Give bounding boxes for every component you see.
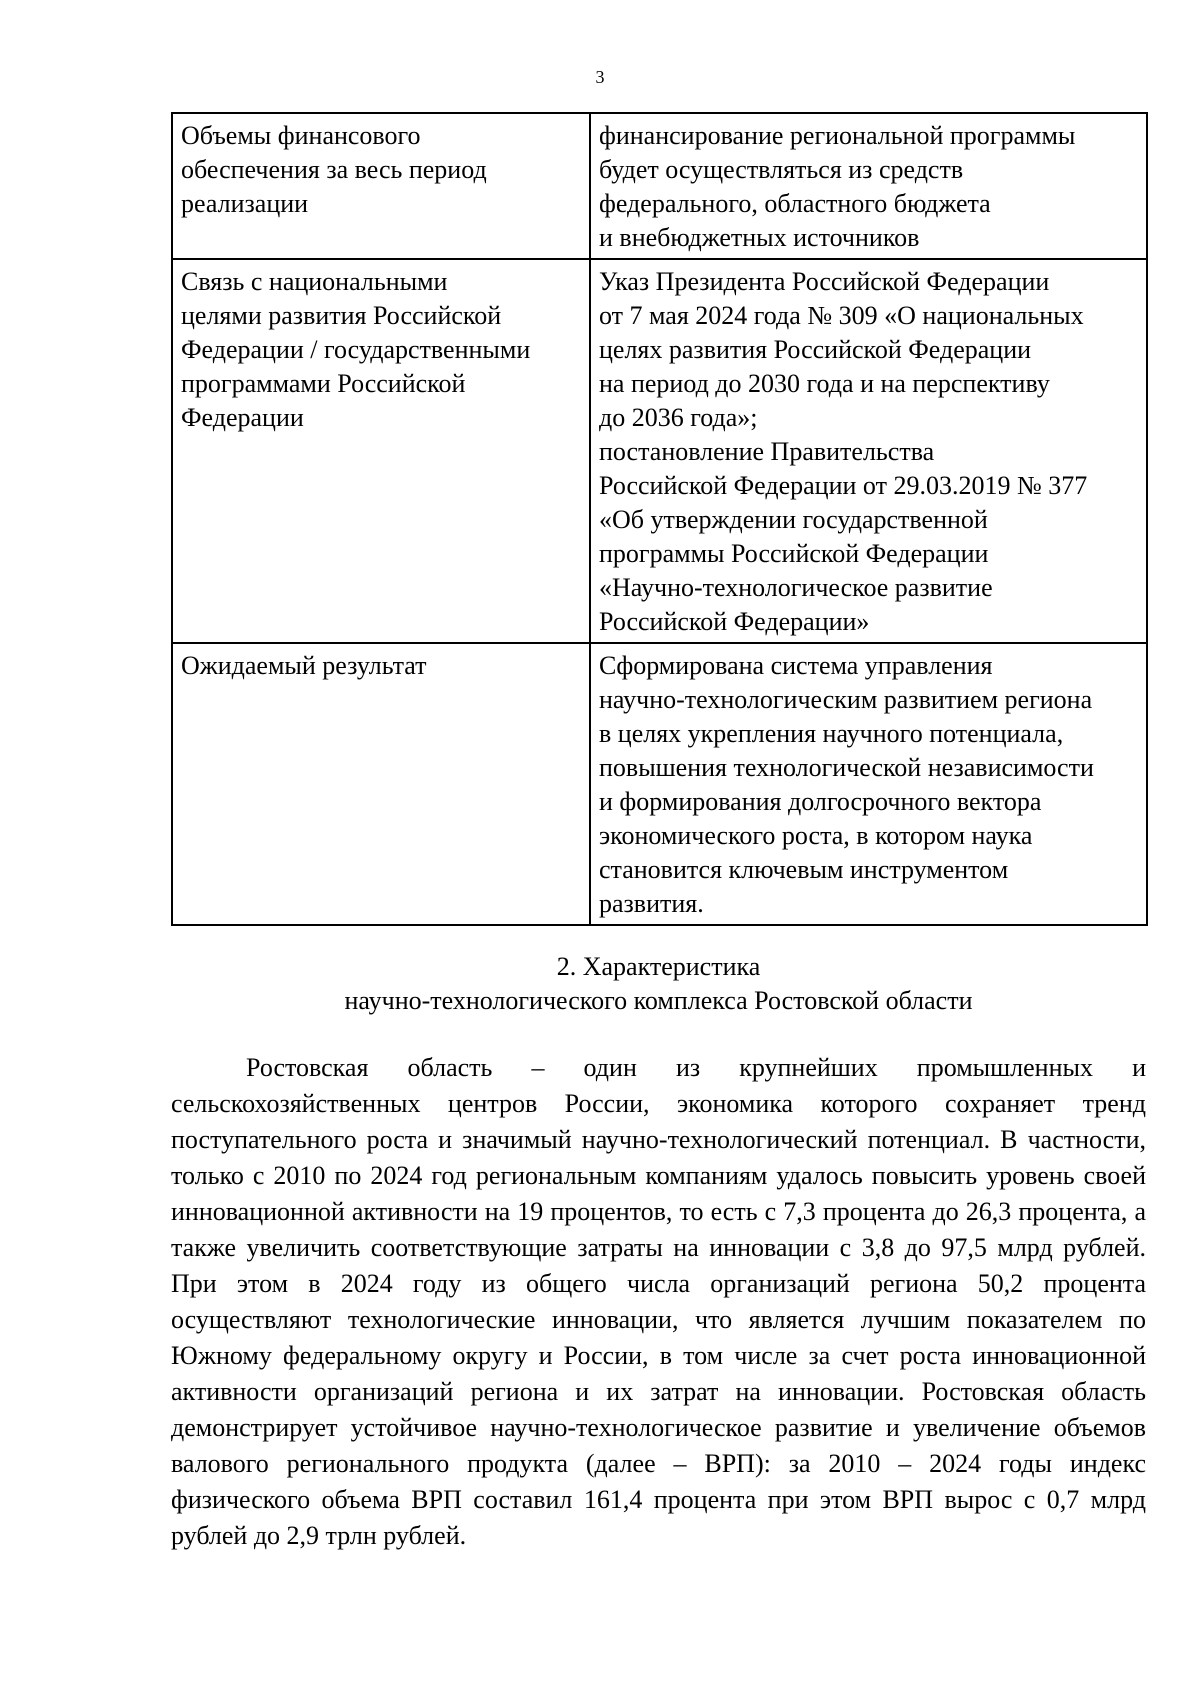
row-value-national-goals: Указ Президента Российской Федерации от 7 мая 2024 года № 309 «О национальных целях развития Российской Федерации на период до 2030 года и на перспективу до 2036 года»; постановление Правительства Российской Федерации от 29.03.2019 № 377 «Об утверждении государственной программы Российской Федерации «Научно-технологическое развитие Российской Федерации» (590, 259, 1147, 643)
table-row (172, 259, 1147, 643)
section-heading (171, 950, 1146, 1018)
row-label-expected-result: Ожидаемый результат (172, 643, 590, 925)
section-paragraph: Ростовская область – один из крупнейших промышленных и сельскохозяйственных центров России, экономика которого сохраняет тренд поступательного роста и значимый научно-технологический потенциал. В частности, только с 2010 по 2024 год региональным компаниям удалось повысить уровень своей инновационной активности на 19 процентов, то есть с 7,3 процента до 26,3 процента, а также увеличить соответствующие затраты на инновации с 3,8 до 97,5 млрд рублей. При этом в 2024 году из общего числа организаций региона 50,2 процента осуществляют технологические инновации, что является лучшим показателем по Южному федеральному округу и России, в том числе за счет роста инновационной активности организаций региона и их затрат на инновации. Ростовская область демонстрирует устойчивое научно-технологическое развитие и увеличение объемов валового регионального продукта (далее – ВРП): за 2010 – 2024 годы индекс физического объема ВРП составил 161,4 процента при этом ВРП вырос с 0,7 млрд рублей до 2,9 трлн рублей. (171, 1053, 1146, 1550)
row-value-financing: финансирование региональной программы будет осуществляться из средств федерального, областного бюджета и внебюджетных источников (590, 113, 1147, 259)
section-heading-line-1: 2. Характеристика (556, 952, 761, 981)
row-label-financing: Объемы финансового обеспечения за весь период реализации (172, 113, 590, 259)
row-value-expected-result: Сформирована система управления научно-технологическим развитием региона в целях укрепления научного потенциала, повышения технологической независимости и формирования долгосрочного вектора экономического роста, в котором наука становится ключевым инструментом развития. (590, 643, 1147, 925)
program-passport-table (171, 112, 1148, 926)
table-row (172, 643, 1147, 925)
table-row (172, 113, 1147, 259)
page-number: 3 (595, 67, 605, 87)
section-heading-line-2: научно-технологического комплекса Ростовской области (344, 986, 973, 1015)
row-label-national-goals: Связь с национальными целями развития Российской Федерации / государственными программами Российской Федерации (172, 259, 590, 643)
